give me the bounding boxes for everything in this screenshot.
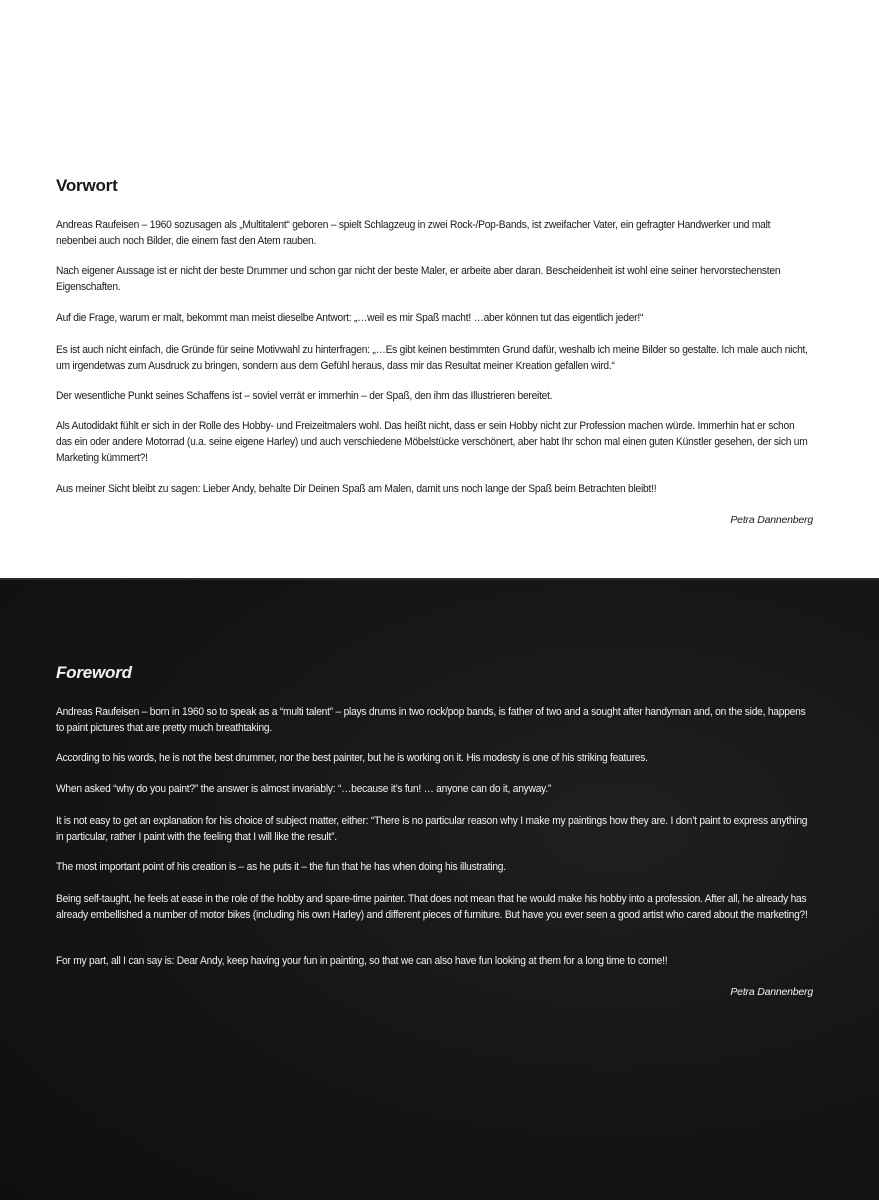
- german-signature: Petra Dannenberg: [730, 514, 813, 526]
- german-paragraph: Aus meiner Sicht bleibt zu sagen: Lieber Andy, behalte Dir Deinen Spaß am Malen, damit uns noch lange der Spaß beim Betrachten bleibt!!: [56, 483, 657, 495]
- german-paragraph: Andreas Raufeisen – 1960 sozusagen als „Multitalent“ geboren – spielt Schlagzeug in zwei Rock-/Pop-Bands, ist zweifacher Vater, ein gefragter Handwerker und malt nebenbei auch noch Bilder, die einem fast den Atem rauben.: [56, 219, 771, 247]
- english-paragraph: According to his words, he is not the best drummer, nor the best painter, but he is working on it. His modesty is one of his striking features.: [56, 752, 648, 764]
- german-paragraph: Als Autodidakt fühlt er sich in der Rolle des Hobby- und Freizeitmalers wohl. Das heißt nicht, dass er sein Hobby nicht zur Profession machen würde. Immerhin hat er schon das ein oder andere Motorrad (u.a. seine eigene Harley) und auch verschiedene Möbelstücke verschönert, aber habt Ihr schon mal einen guten Künstler gesehen, der sich um Marketing kümmert?!: [56, 420, 808, 464]
- english-paragraph: When asked “why do you paint?” the answer is almost invariably: “…because it’s fun! … anyone can do it, anyway.”: [56, 783, 552, 795]
- english-paragraph: Andreas Raufeisen – born in 1960 so to speak as a “multi talent” – plays drums in two rock/pop bands, is father of two and a sought after handyman and, on the side, happens to paint pictures that are pretty much breathtaking.: [56, 706, 806, 734]
- german-paragraph: Nach eigener Aussage ist er nicht der beste Drummer und schon gar nicht der beste Maler, er arbeite aber daran. Bescheidenheit ist wohl eine seiner hervorstechensten Eigenschaften.: [56, 265, 781, 293]
- english-paragraph: For my part, all I can say is: Dear Andy, keep having your fun in painting, so that we can also have fun looking at them for a long time to come!!: [56, 955, 668, 967]
- english-paragraph: The most important point of his creation is – as he puts it – the fun that he has when doing his illustrating.: [56, 861, 506, 873]
- german-paragraph: Auf die Frage, warum er malt, bekommt man meist dieselbe Antwort: „…weil es mir Spaß macht! …aber können tut das eigentlich jeder!“: [56, 312, 644, 324]
- english-paragraph: Being self-taught, he feels at ease in the role of the hobby and spare-time painter. That does not mean that he would make his hobby into a profession. After all, he already has already embellished a number of motor bikes (including his own Harley) and different pieces of furniture. But have you ever seen a good artist who cared about the marketing?!: [56, 893, 808, 921]
- german-paragraph: Es ist auch nicht einfach, die Gründe für seine Motivwahl zu hinterfragen: „…Es gibt keinen bestimmten Grund dafür, weshalb ich meine Bilder so gestalte. Ich male auch nicht, um irgendetwas zum Ausdruck zu bringen, sondern aus dem Gefühl heraus, dass mir das Resultat meiner Kreation gefallen wird.“: [56, 344, 808, 372]
- english-paragraph: It is not easy to get an explanation for his choice of subject matter, either: “There is no particular reason why I make my paintings how they are. I don’t paint to express anything in particular, rather I paint with the feeling that I will like the result”.: [56, 815, 808, 843]
- german-paragraph: Der wesentliche Punkt seines Schaffens ist – soviel verrät er immerhin – der Spaß, den ihm das Illustrieren bereitet.: [56, 390, 553, 402]
- english-signature: Petra Dannenberg: [730, 986, 813, 998]
- english-heading: Foreword: [56, 663, 132, 682]
- page-divider: [0, 578, 879, 580]
- german-heading: Vorwort: [56, 176, 118, 195]
